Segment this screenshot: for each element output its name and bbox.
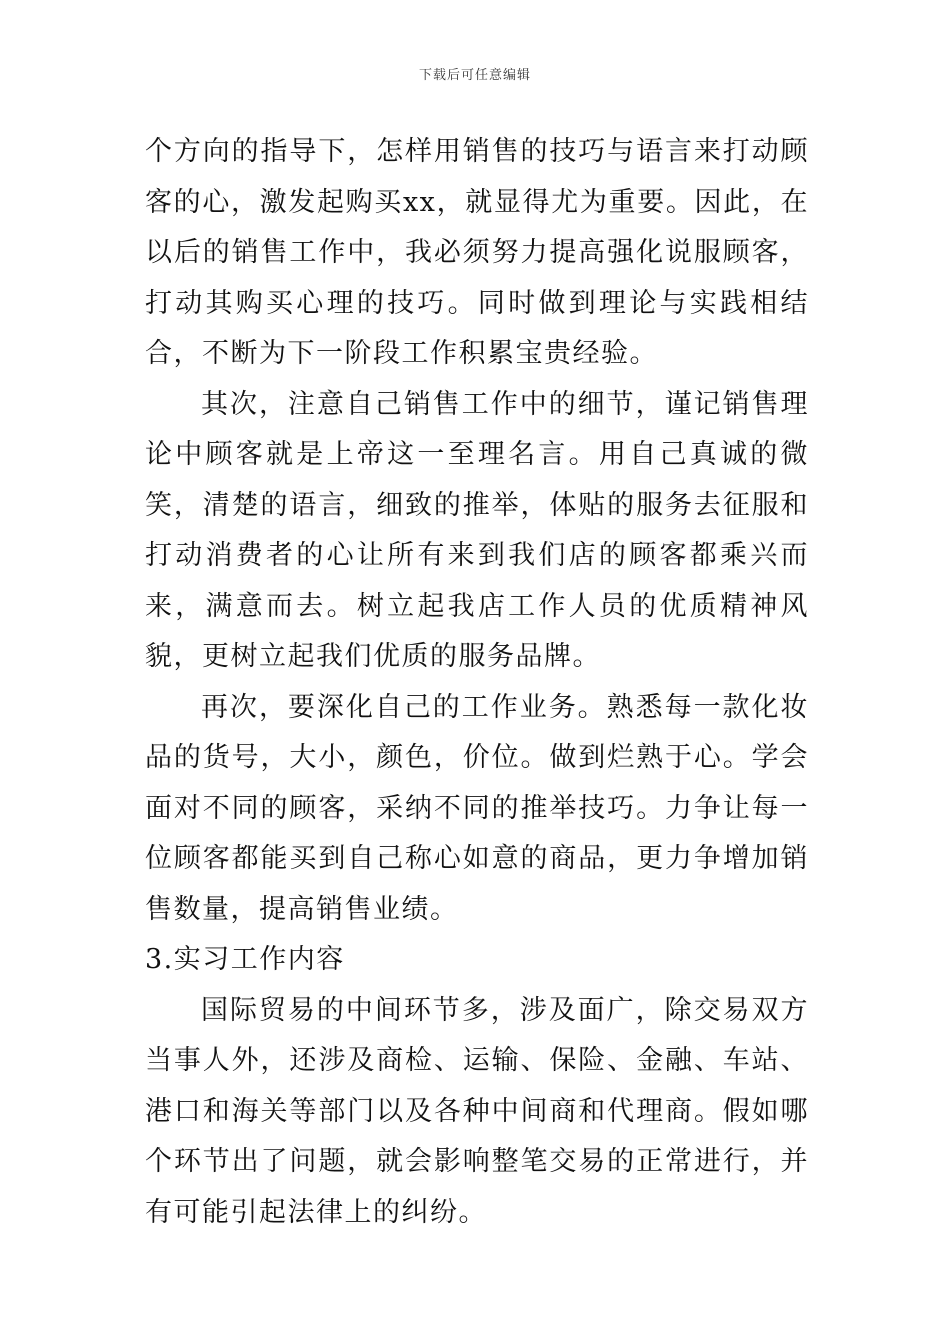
document-body — [145, 127, 809, 1238]
paragraph-international-trade: 国际贸易的中间环节多，涉及面广，除交易双方当事人外，还涉及商检、运输、保险、金融、车站、港口和海关等部门以及各种中间商和代理商。假如哪个环节出了问题，就会影响整笔交易的正常进行，并有可能引起法律上的纠纷。 — [145, 994, 809, 1228]
section-heading: 3.实习工作内容 — [145, 944, 345, 975]
header-note: 下载后可任意编辑 — [418, 68, 531, 83]
paragraph-continuation: 个方向的指导下，怎样用销售的技巧与语言来打动顾客的心，激发起购买xx，就显得尤为重要。因此，在以后的销售工作中，我必须努力提高强化说服顾客，打动其购买心理的技巧。同时做到理论与实践相结合，不断为下一阶段工作积累宝贵经验。 — [145, 136, 809, 369]
paragraph-thirdly: 再次，要深化自己的工作业务。熟悉每一款化妆品的货号，大小，颜色，价位。做到烂熟于心。学会面对不同的顾客，采纳不同的推举技巧。力争让每一位顾客都能买到自己称心如意的商品，更力争增加销售数量，提高销售业绩。 — [145, 691, 809, 925]
paragraph-secondly: 其次，注意自己销售工作中的细节，谨记销售理论中顾客就是上帝这一至理名言。用自己真诚的微笑，清楚的语言，细致的推举，体贴的服务去征服和打动消费者的心让所有来到我们店的顾客都乘兴而来，满意而去。树立起我店工作人员的优质精神风貌，更树立起我们优质的服务品牌。 — [145, 388, 809, 672]
